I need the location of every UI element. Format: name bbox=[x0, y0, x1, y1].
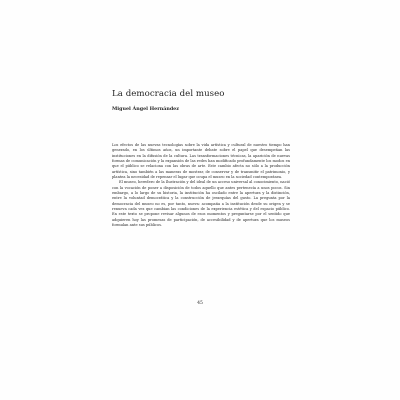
body-text bbox=[112, 143, 290, 229]
chapter-title: La democracia del museo bbox=[112, 89, 225, 99]
paragraph: Los efectos de las nuevas tecnologías sobre la vida artística y cultural de nuestro tiempo han generado, en los últimos años, un importante debate sobre el papel que desempeñan las instituciones en la difusión de la cultura. Las transformaciones técnicas, la aparición de nuevas formas de comunicación y la expansión de las redes han modificado profundamente los modos en que el público se relaciona con las obras de arte. Este cambio afecta no sólo a la producción artística, sino también a las maneras de mostrar, de conservar y de transmitir el patrimonio, y plantea la necesidad de repensar el lugar que ocupa el museo en la sociedad contemporánea. bbox=[112, 143, 290, 180]
chapter-author: Miguel Ángel Hernández bbox=[112, 106, 179, 112]
paragraph: El museo, heredero de la Ilustración y del ideal de un acceso universal al conocimiento, nació con la vocación de poner a disposición de todos aquello que antes pertenecía a unos pocos. Sin embargo, a lo largo de su historia, la institución ha oscilado entre la apertura y la distinción, entre la voluntad democrática y la construcción de jerarquías del gusto. La pregunta por la democracia del museo no es, por tanto, nueva: acompaña a la institución desde su origen y se renueva cada vez que cambian las condiciones de la experiencia estética y del espacio público. En este texto se propone revisar algunos de esos momentos y preguntarse por el sentido que adquieren hoy las promesas de participación, de accesibilidad y de apertura que los museos formulan ante sus públicos. bbox=[112, 180, 290, 228]
page-number: 45 bbox=[197, 301, 203, 306]
